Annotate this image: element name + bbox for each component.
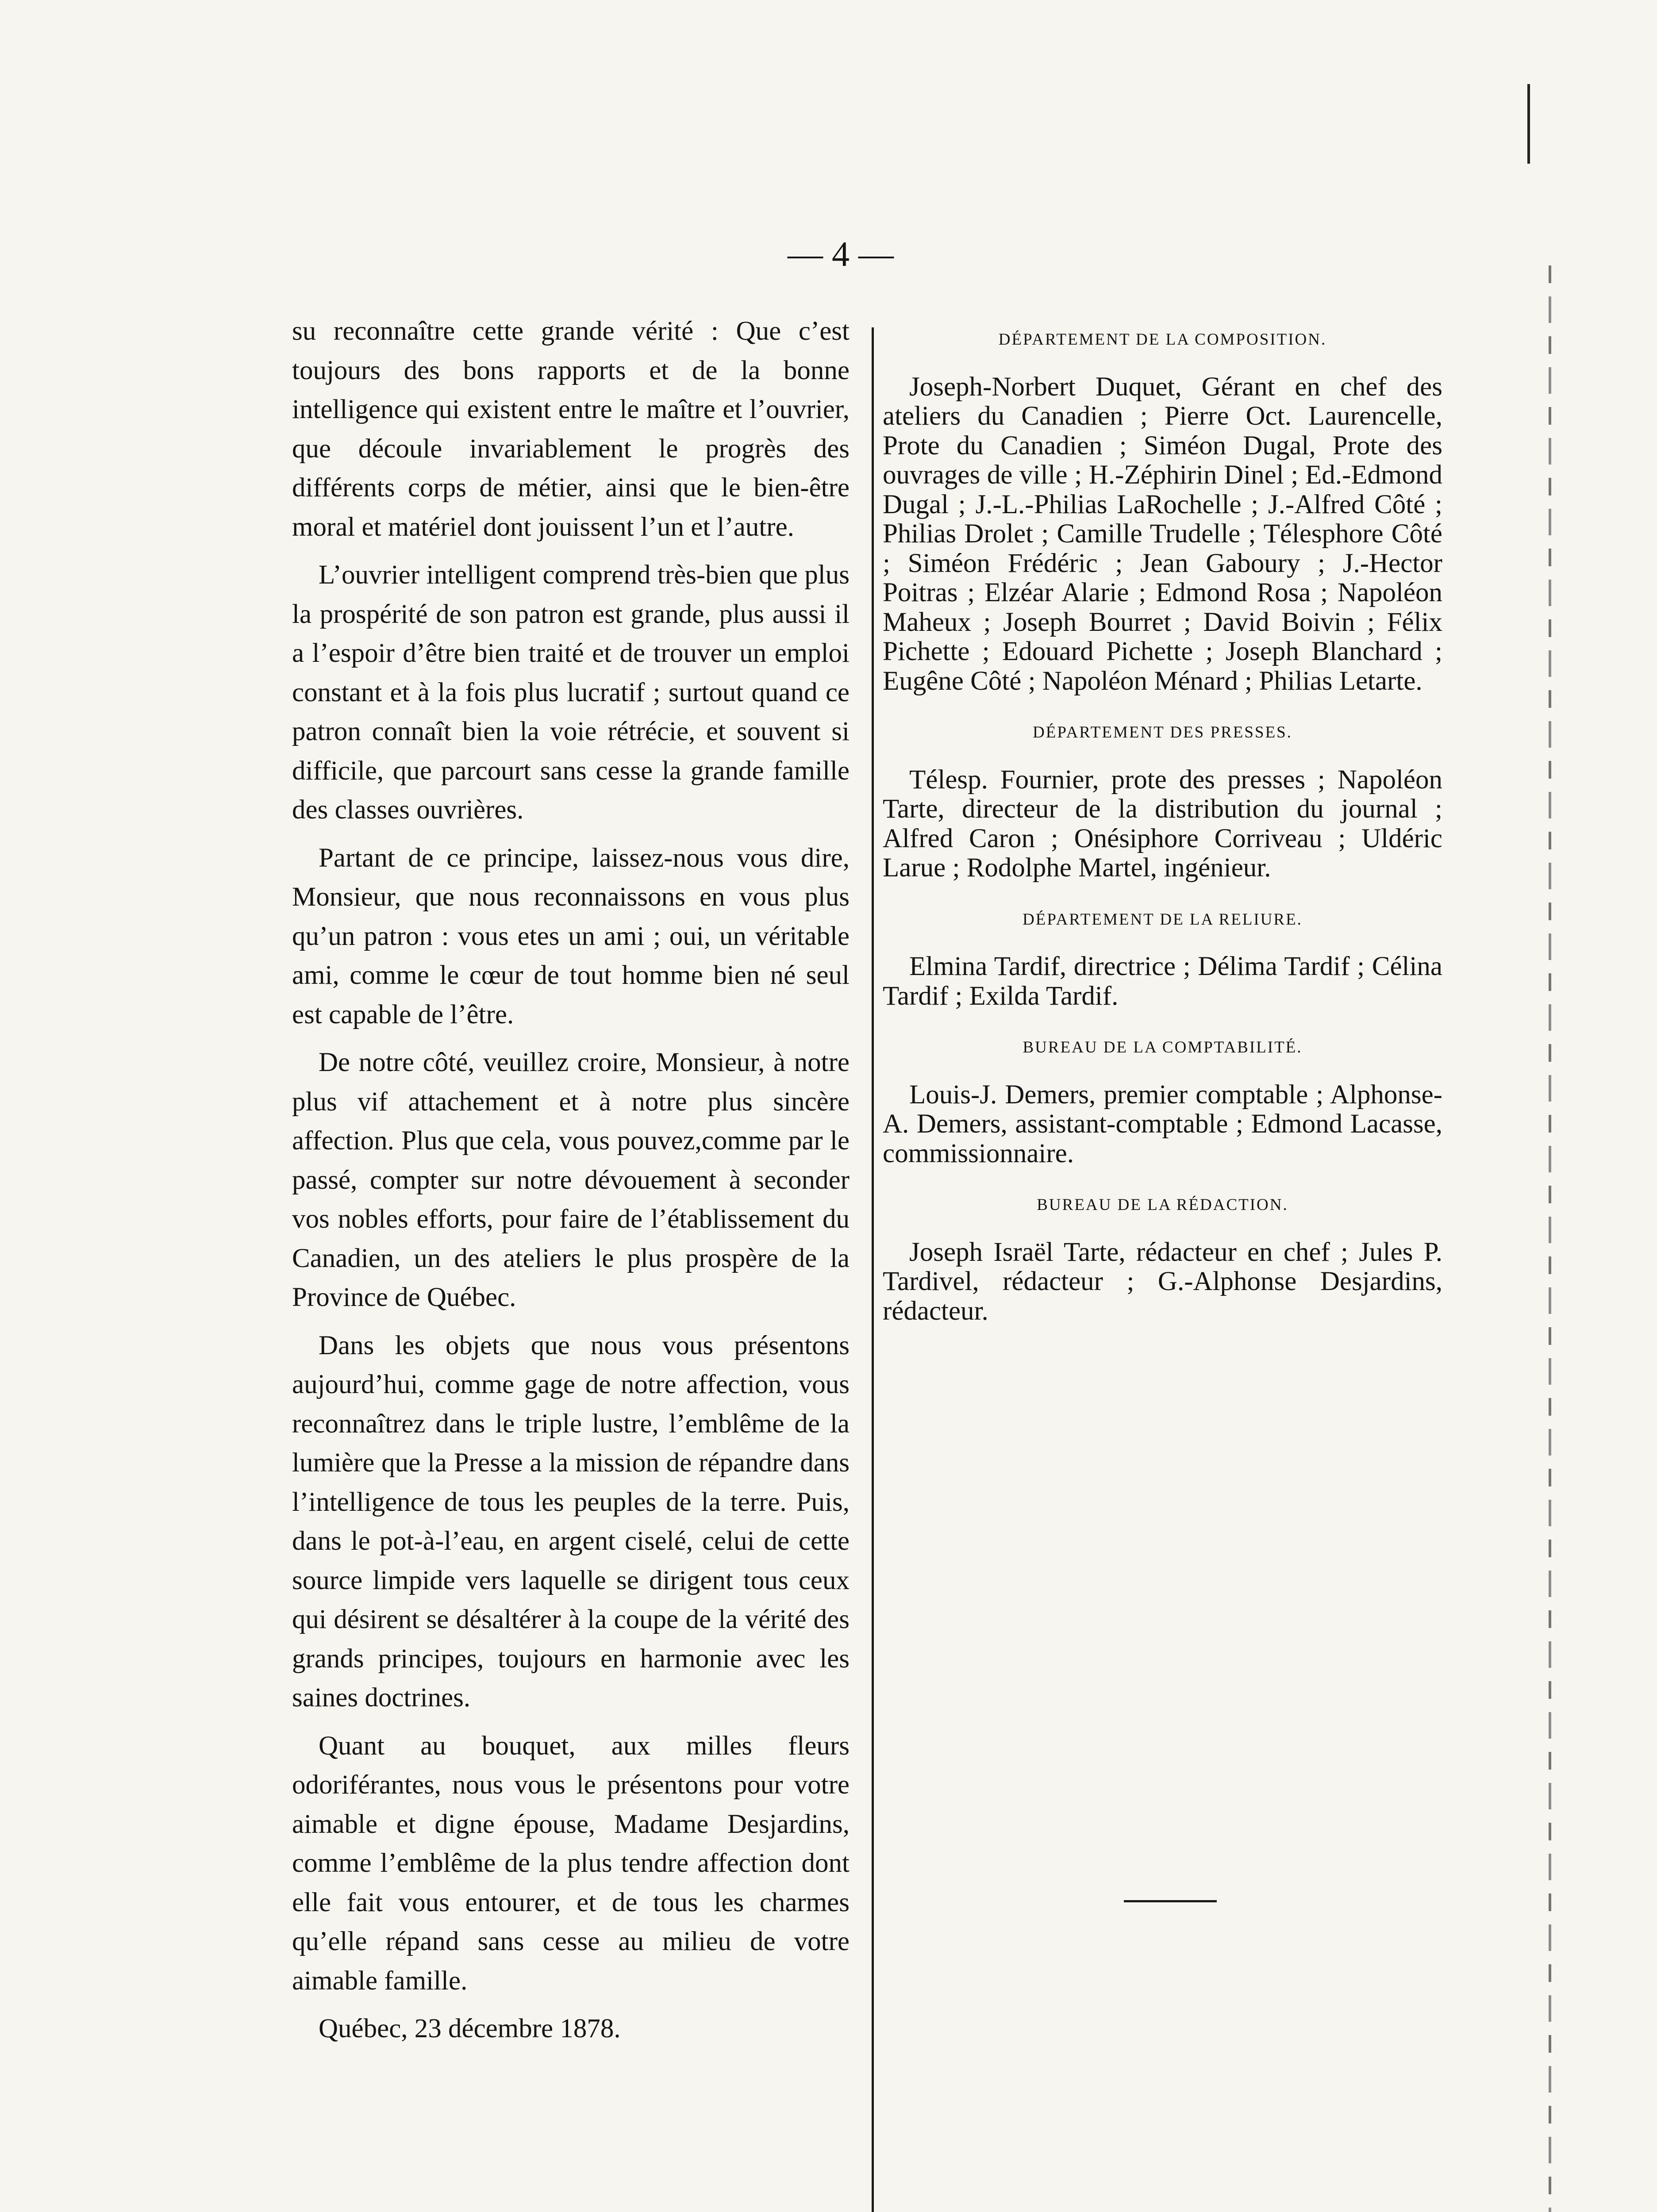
scan-mark <box>1527 84 1530 164</box>
section-body: Louis-J. Demers, premier comptable ; Alphonse-A. Demers, assistant-comptable ; Edmond Lacasse, commissionnaire. <box>883 1079 1442 1168</box>
paragraph: su reconnaître cette grande vérité : Que c’est toujours des bons rapports et de la bonne intelligence qui existent entre le maître et l’ouvrier, que découle invariablement le progrès des différents corps de métier, ainsi que le bien-être moral et matériel dont jouissent l’un et l’autre. <box>292 316 850 542</box>
left-column <box>292 312 850 2058</box>
section-heading: DÉPARTEMENT DE LA COMPOSITION. <box>998 330 1327 349</box>
section-heading: BUREAU DE LA RÉDACTION. <box>1037 1196 1288 1214</box>
section-body: Télesp. Fournier, prote des presses ; Napoléon Tarte, directeur de la distribution du journal ; Alfred Caron ; Onésiphore Corriveau ; Uldéric Larue ; Rodolphe Martel, ingénieur. <box>883 764 1442 883</box>
column-divider <box>872 327 874 2212</box>
paragraph: Quant au bouquet, aux milles fleurs odoriférantes, nous vous le présentons pour votre aimable et digne épouse, Madame Desjardins, comme l’emblême de la plus tendre affection dont elle fait vous entourer, et de tous les charmes qu’elle répand sans cesse au milieu de votre aimable famille. <box>292 1731 850 1996</box>
section-heading: DÉPARTEMENT DE LA RELIURE. <box>1023 910 1303 929</box>
paragraph: De notre côté, veuillez croire, Monsieur, à notre plus vif attachement et à notre plus sincère affection. Plus que cela, vous pouvez,comme par le passé, compter sur notre dévouement à seconder vos nobles efforts, pour faire de l’établissement du Canadien, un des ateliers le plus prospère de la Province de Québec. <box>292 1048 850 1312</box>
right-column <box>883 312 1442 1348</box>
scan-edge-shadow <box>1549 265 1551 2212</box>
paragraph: L’ouvrier intelligent comprend très-bien que plus la prospérité de son patron est grande, plus aussi il a l’espoir d’être bien traité et de trouver un emploi constant et à la fois plus lucratif ; surtout quand ce patron connaît bien la voie rétrécie, et souvent si difficile, que parcourt sans cesse la grande famille des classes ouvrières. <box>292 560 850 825</box>
closing-rule <box>1124 1900 1217 1902</box>
page-number: — 4 — <box>788 235 894 274</box>
section-heading: DÉPARTEMENT DES PRESSES. <box>1033 723 1292 741</box>
paragraph: Partant de ce principe, laissez-nous vous dire, Monsieur, que nous reconnaissons en vous plus qu’un patron : vous etes un ami ; oui, un véritable ami, comme le cœur de tout homme bien né seul est capable de l’être. <box>292 843 850 1029</box>
section-body: Joseph-Norbert Duquet, Gérant en chef des ateliers du Canadien ; Pierre Oct. Laurencelle, Prote du Canadien ; Siméon Dugal, Prote des ouvrages de ville ; H.-Zéphirin Dinel ; Ed.-Edmond Dugal ; J.-L.-Philias LaRochelle ; J.-Alfred Côté ; Philias Drolet ; Camille Trudelle ; Télesphore Côté ; Siméon Frédéric ; Jean Gaboury ; J.-Hector Poitras ; Elzéar Alarie ; Edmond Rosa ; Napoléon Maheux ; Joseph Bourret ; David Boivin ; Félix Pichette ; Edouard Pichette ; Joseph Blanchard ; Eugêne Côté ; Napoléon Ménard ; Philias Letarte. <box>883 372 1442 696</box>
section-heading: BUREAU DE LA COMPTABILITÉ. <box>1023 1038 1303 1056</box>
section-body: Elmina Tardif, directrice ; Délima Tardif ; Célina Tardif ; Exilda Tardif. <box>883 952 1442 1011</box>
paragraph: Dans les objets que nous vous présentons aujourd’hui, comme gage de notre affection, vous reconnaîtrez dans le triple lustre, l’emblême de la lumière que la Presse a la mission de répandre dans l’intelligence de tous les peuples de la terre. Puis, dans le pot-à-l’eau, en argent ciselé, celui de cette source limpide vers laquelle se dirigent tous ceux qui désirent se désaltérer à la coupe de la vérité des grands principes, toujours en harmonie avec les saines doctrines. <box>292 1330 850 1713</box>
section-body: Joseph Israël Tarte, rédacteur en chef ; Jules P. Tardivel, rédacteur ; G.-Alphonse Desjardins, rédacteur. <box>883 1237 1442 1326</box>
dateline: Québec, 23 décembre 1878. <box>319 2014 621 2043</box>
